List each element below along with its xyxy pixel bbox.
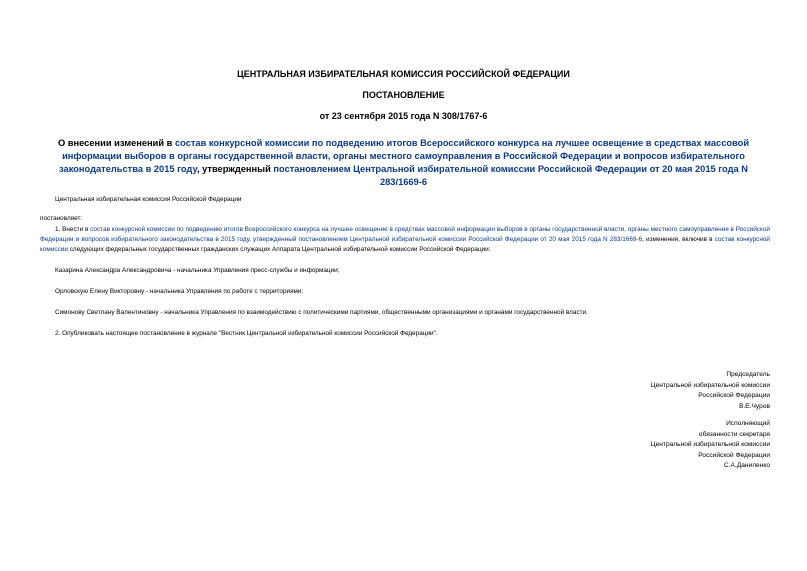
title-prefix: О внесении изменений в [57,138,175,148]
title-link-commission[interactable]: состав конкурсной комиссии по подведению итогов Всероссийского конкурса на лучшее освещение в средствах массовой информации выборов в органы государственной власти, органы местного самоуправления в Российской Федерации и вопросов избирательного законодательства в 2015 году [59,138,750,174]
secretary-signature [470,419,770,472]
issuing-organization: ЦЕНТРАЛЬНАЯ ИЗБИРАТЕЛЬНАЯ КОМИССИЯ РОССИЙСКОЙ ФЕДЕРАЦИИ [237,69,570,79]
member-3-paragraph: Симонову Светлану Валентиновну - начальника Управления по взаимодействию с политическими партиями, общественными организациями и органами государственной власти. [55,309,588,316]
item-1-prefix: 1. Внести в [55,226,91,233]
item-1-paragraph [40,225,770,255]
intro-paragraph: Центральная избирательная комиссия Российской Федерации [55,196,242,203]
item-1-middle: , изменения, включив в [642,236,715,243]
chairman-title-line-3: Российской Федерации [698,392,770,399]
item-1-link-commission[interactable]: состав конкурсной комиссии по подведению итогов Всероссийского конкурса на лучшее освещение в средствах массовой информации выборов в органы государственной власти, органы местного самоуправления в Российской Федерации и вопросов избирательного законодательства в 2015 году, утвержденный постановлением Центральной избирательной комиссии Российской Федерации от 20 мая 2015 года N 283/1669-6 [40,226,770,243]
chairman-signature [470,370,770,412]
item-1-suffix: следующих федеральных государственных гражданских служащих Аппарата Центральной избирательной комиссии Российской Федерации: [67,246,491,253]
title-link-resolution[interactable]: постановлением Центральной избирательной комиссии Российской Федерации от 20 мая 2015 года N 283/1669-6 [273,164,748,187]
document-type: ПОСТАНОВЛЕНИЕ [362,90,445,100]
secretary-title-line-4: Российской Федерации [698,451,770,459]
document-title [40,137,767,189]
secretary-title-line-2: обязанности секретаря [698,430,770,438]
member-2-paragraph: Орловскую Елену Викторовну - начальника Управления по работе с территориями; [55,288,304,295]
secretary-name: С.А.Даниленко [723,462,770,469]
chairman-title-line-2: Центральной избирательной комиссии [650,381,770,389]
member-1-paragraph: Казарина Александра Александровича - начальника Управления пресс-службы и информации; [55,267,340,274]
title-middle: , утвержденный [196,164,274,174]
secretary-title-line-1: Исполняющий [726,420,770,427]
secretary-title-line-3: Центральной избирательной комиссии [650,441,770,448]
chairman-name: В.Е.Чуров [739,402,770,410]
chairman-title-line-1: Председатель [726,371,770,378]
item-2-paragraph: 2. Опубликовать настоящее постановление в журнале "Вестник Центральной избирательной комиссии Российской Федерации". [55,330,438,337]
resolves-paragraph: постановляет: [40,215,83,222]
item-1-link-composition[interactable]: состав конкурсной комиссии [40,236,770,253]
document-date-number: от 23 сентября 2015 года N 308/1767-6 [319,111,488,121]
